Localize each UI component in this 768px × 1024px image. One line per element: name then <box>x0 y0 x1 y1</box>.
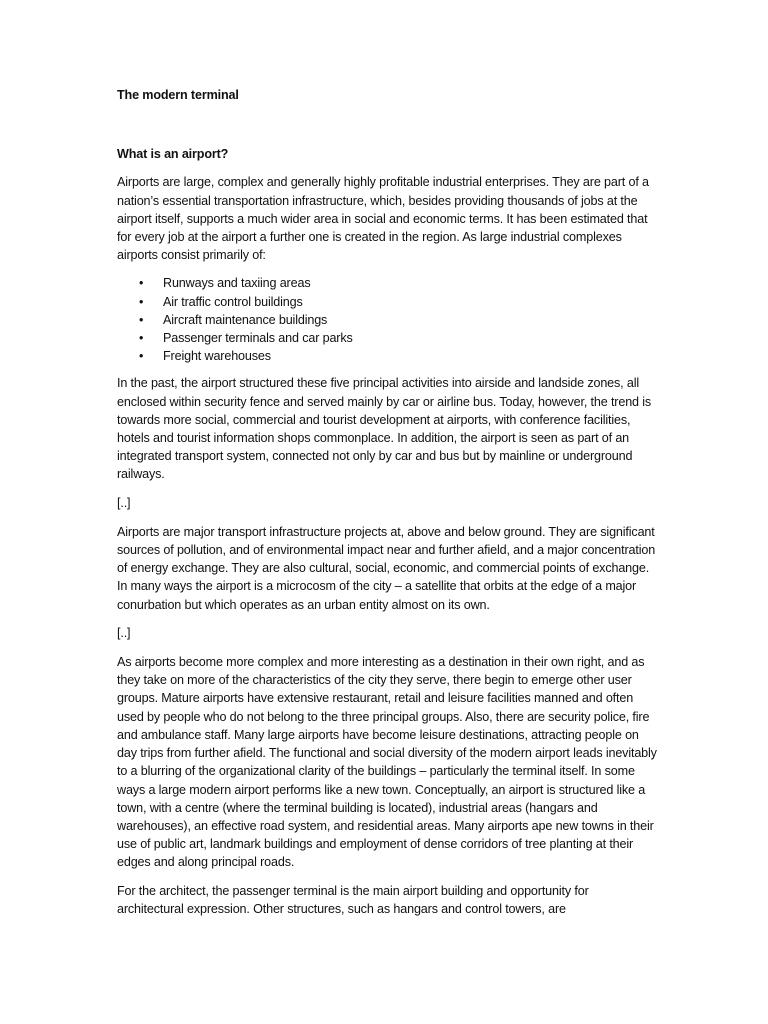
list-item-text: Air traffic control buildings <box>163 294 303 309</box>
list-item <box>117 293 657 311</box>
bullet-icon: • <box>139 294 144 309</box>
list-item-text: Freight warehouses <box>163 349 271 364</box>
section-heading: What is an airport? <box>117 147 229 162</box>
list-item <box>117 311 657 329</box>
omission-marker: [..] <box>117 625 131 640</box>
bullet-icon: • <box>139 276 144 291</box>
bullet-list <box>117 274 657 365</box>
paragraph-infrastructure: Airports are major transport infrastructure projects at, above and below ground. They are significant sources of pollution, and of environmental impact near and further afield, and a major concentration of energy exchange. They are also cultural, social, economic, and commercial points of exchange. In many ways the airport is a microcosm of the city – a satellite that orbits at the edge of a major conurbation but which operates as an urban entity almost on its own. <box>117 524 656 612</box>
bullet-icon: • <box>139 312 144 327</box>
paragraph-past-trends: In the past, the airport structured these five principal activities into airside and landside zones, all enclosed within security fence and served mainly by car or airline bus. Today, however, the trend is towards more social, commercial and tourist development at airports, with conference facilities, hotels and tourist information shops commonplace. In addition, the airport is seen as part of an integrated transport system, connected not only by car and bus but by mainline or underground railways. <box>117 376 652 482</box>
list-item-text: Runways and taxiing areas <box>163 276 311 291</box>
list-item <box>117 274 657 292</box>
document-title: The modern terminal <box>117 88 239 102</box>
paragraph-user-groups: As airports become more complex and more interesting as a destination in their own right, and as they take on more of the characteristics of the city they serve, there begin to emerge other user groups. Mature airports have extensive restaurant, retail and leisure facilities manned and often used by people who do not belong to the three principal groups. Also, there are security police, fire and ambulance staff. Many large airports have become leisure destinations, attracting people on day trips from further afield. The functional and social diversity of the modern airport leads inevitably to a blurring of the organizational clarity of the buildings – particularly the terminal itself. In some ways a large modern airport performs like a new town. Conceptually, an airport is structured like a town, with a centre (where the terminal building is located), industrial areas (hangars and warehouses), an effective road system, and residential areas. Many airports ape new towns in their use of public art, landmark buildings and employment of dense corridors of tree planting at their edges and along principal roads. <box>117 655 657 870</box>
list-item <box>117 347 657 365</box>
document-page <box>117 86 657 928</box>
omission-marker: [..] <box>117 495 131 510</box>
list-item <box>117 329 657 347</box>
paragraph-architect: For the architect, the passenger terminal is the main airport building and opportunity for architectural expression. Other structures, such as hangars and control towers, are <box>117 883 589 916</box>
bullet-icon: • <box>139 349 144 364</box>
list-item-text: Aircraft maintenance buildings <box>163 312 328 327</box>
paragraph-intro: Airports are large, complex and generally highly profitable industrial enterprises. They are part of a nation’s essential transportation infrastructure, which, besides providing thousands of jobs at the airport itself, supports a much wider area in social and economic terms. It has been estimated that for every job at the airport a further one is created in the region. As large industrial complexes airports consist primarily of: <box>117 175 649 263</box>
bullet-icon: • <box>139 331 144 346</box>
list-item-text: Passenger terminals and car parks <box>163 331 353 346</box>
